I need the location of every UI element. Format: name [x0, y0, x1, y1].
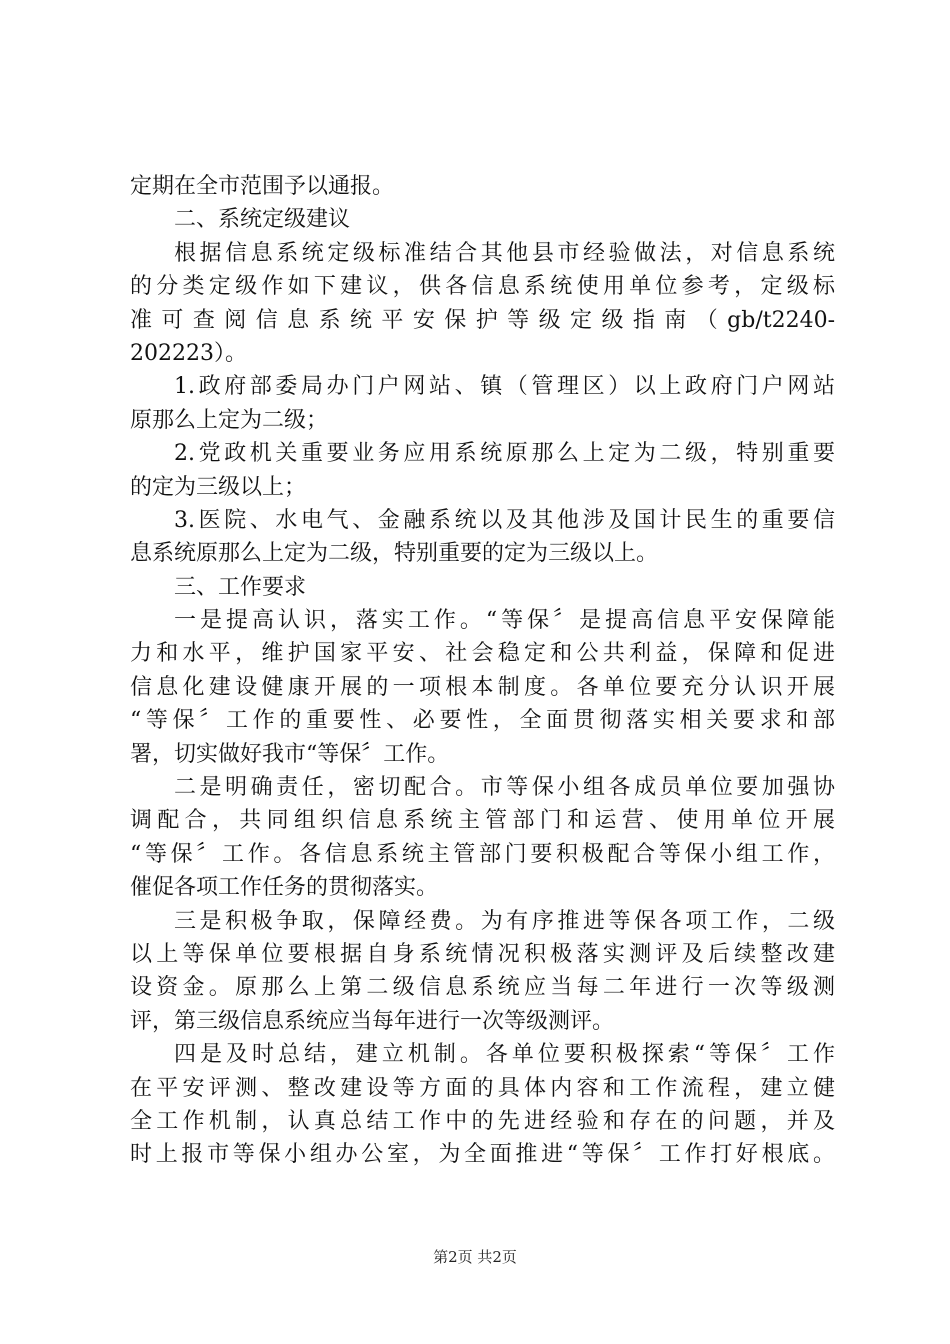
text-line: 一是提高认识，落实工作。“等保〞是提高信息平安保障能 — [174, 608, 835, 634]
text-line: 原那么上定为二级； — [130, 407, 329, 433]
text-line: “等保〞工作。各信息系统主管部门要积极配合等保小组工作， — [130, 841, 835, 867]
text-line: 根据信息系统定级标准结合其他县市经验做法，对信息系统 — [174, 240, 835, 266]
text-line: 三是积极争取，保障经费。为有序推进等保各项工作，二级 — [174, 908, 835, 934]
text-line: 全工作机制，认真总结工作中的先进经验和存在的问题，并及 — [130, 1108, 835, 1134]
text-line: “等保〞工作的重要性、必要性，全面贯彻落实相关要求和部 — [130, 708, 835, 734]
text-line: 202223）。 — [130, 340, 247, 366]
text-line: 力和水平，维护国家平安、社会稳定和公共利益，保障和促进 — [130, 641, 835, 667]
text-line: 信息化建设健康开展的一项根本制度。各单位要充分认识开展 — [130, 674, 835, 700]
text-line: 定期在全市范围予以通报。 — [130, 174, 395, 199]
text-line: 署，切实做好我市“等保〞工作。 — [130, 741, 450, 767]
text-line: 息系统原那么上定为二级，特别重要的定为三级以上。 — [130, 541, 659, 567]
text-line: 二是明确责任，密切配合。市等保小组各成员单位要加强协 — [174, 775, 835, 801]
text-line: 四是及时总结，建立机制。各单位要积极探索“等保〞工作 — [174, 1042, 835, 1068]
document-body — [130, 170, 835, 1172]
text-line: 在平安评测、整改建设等方面的具体内容和工作流程，建立健 — [130, 1075, 835, 1101]
list-item: 2.党政机关重要业务应用系统原那么上定为二级，特别重要 — [174, 441, 835, 467]
text-line: 的分类定级作如下建议，供各信息系统使用单位参考，定级标 — [130, 274, 835, 300]
text-line: 时上报市等保小组办公室，为全面推进“等保〞工作打好根底。 — [130, 1142, 835, 1168]
list-item: 3.医院、水电气、金融系统以及其他涉及国计民生的重要信 — [174, 507, 835, 533]
text-line: 催促各项工作任务的贯彻落实。 — [130, 875, 439, 901]
text-line: 以上等保单位要根据自身系统情况积极落实测评及后续整改建 — [130, 941, 835, 967]
text-line: 评，第三级信息系统应当每年进行一次等级测评。 — [130, 1008, 615, 1034]
text-line: 调配合，共同组织信息系统主管部门和运营、使用单位开展 — [130, 808, 835, 834]
page-footer: 第2页 共2页 — [433, 1248, 517, 1266]
list-item: 1.政府部委局办门户网站、镇（管理区）以上政府门户网站 — [174, 374, 835, 400]
section-heading: 三、工作要求 — [174, 574, 307, 600]
section-heading: 二、系统定级建议 — [174, 207, 351, 233]
text-line: 的定为三级以上； — [130, 474, 307, 500]
text-line: 设资金。原那么上第二级信息系统应当每二年进行一次等级测 — [130, 975, 835, 1001]
text-line: 准可查阅信息系统平安保护等级定级指南（gb/t2240- — [130, 307, 835, 333]
